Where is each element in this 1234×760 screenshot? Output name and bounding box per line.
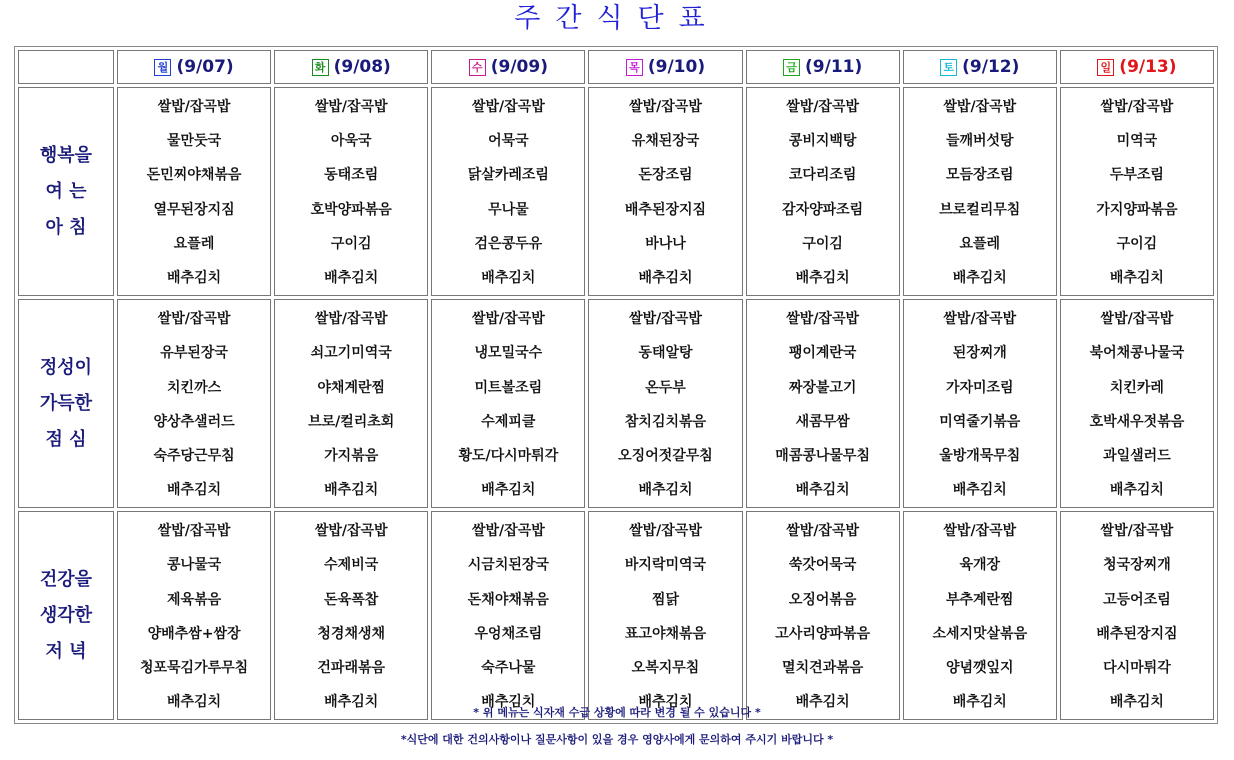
breakfast-row (18, 87, 1214, 296)
dish-item: 아욱국 (330, 133, 372, 150)
dish-item: 새콤무쌈 (795, 413, 850, 430)
corner-cell (18, 50, 114, 84)
meal-label-line: 여 는 (45, 180, 87, 202)
dish-item: 두부조림 (1109, 167, 1164, 184)
dish-item: 청포묵김가루무침 (139, 660, 249, 676)
dish-item: 쌀밥/잡곡밥 (629, 99, 702, 115)
day-header (746, 50, 900, 84)
dish-item: 배추김치 (481, 694, 536, 711)
dish-item: 들깨버섯탕 (945, 133, 1014, 150)
dish-item: 호박새우젓볶음 (1089, 413, 1185, 430)
dish-item: 배추김치 (324, 269, 379, 286)
dinner-menu-cell (903, 511, 1057, 720)
day-header (1060, 50, 1214, 84)
dish-item: 치킨까스 (167, 379, 222, 396)
dish-item: 배추김치 (167, 269, 222, 286)
lunch-menu-cell (1060, 299, 1214, 508)
dish-item: 쌀밥/잡곡밥 (157, 99, 231, 115)
dish-item: 쌀밥/잡곡밥 (943, 99, 1017, 115)
dish-item: 쌀밥/잡곡밥 (786, 311, 859, 328)
dish-item: 코다리조림 (788, 167, 857, 184)
dish-item: 쌀밥/잡곡밥 (1100, 99, 1174, 115)
day-icon: 수 (469, 59, 486, 76)
day-date: (9/12) (962, 57, 1020, 77)
dish-item: 쌀밥/잡곡밥 (1100, 311, 1174, 328)
day-date: (9/10) (647, 57, 706, 77)
dish-item: 쌀밥/잡곡밥 (314, 311, 388, 328)
day-date: (9/09) (490, 57, 548, 77)
dish-item: 돈장조림 (638, 167, 693, 184)
breakfast-menu-cell (588, 87, 742, 296)
meal-label-line: 정성이 (39, 356, 93, 378)
dish-item: 쌀밥/잡곡밥 (786, 99, 859, 115)
dinner-menu-cell (588, 511, 742, 720)
day-date: (9/13) (1119, 57, 1177, 77)
dish-item: 배추김치 (1109, 269, 1164, 286)
dish-item: 쌀밥/잡곡밥 (471, 523, 545, 540)
day-header (274, 50, 428, 84)
dish-item: 배추김치 (167, 482, 222, 499)
dish-item: 숙주나물 (481, 660, 536, 676)
dish-item: 배추김치 (324, 482, 379, 499)
dish-item: 쌀밥/잡곡밥 (314, 523, 388, 540)
dish-item: 쌀밥/잡곡밥 (629, 523, 702, 540)
dish-item: 야채계란찜 (317, 379, 386, 396)
breakfast-label (18, 87, 114, 296)
dish-item: 유채된장국 (631, 133, 700, 150)
dish-item: 치킨카레 (1109, 379, 1164, 396)
lunch-menu-cell (746, 299, 900, 508)
day-icon: 월 (154, 59, 171, 76)
dish-item: 무나물 (488, 201, 529, 218)
dish-item: 배추김치 (952, 694, 1007, 711)
dish-item: 바지락미역국 (624, 557, 707, 574)
dish-item: 양상추샐러드 (153, 413, 235, 430)
dish-item: 수제피클 (481, 413, 536, 430)
dish-item: 구이김 (1116, 235, 1158, 252)
dish-item: 냉모밀국수 (474, 345, 543, 362)
dish-item: 닭살카레조림 (467, 167, 549, 184)
dish-item: 미역줄기볶음 (939, 413, 1021, 430)
dinner-menu-cell (274, 511, 428, 720)
dish-item: 배추김치 (638, 482, 693, 499)
meal-label-line: 건강을 (39, 568, 93, 590)
breakfast-menu-cell (1060, 87, 1214, 296)
day-header (431, 50, 585, 84)
meal-label-line: 생각한 (39, 604, 93, 626)
weekly-menu-table (14, 46, 1218, 724)
dish-item: 동태알탕 (638, 345, 693, 362)
meal-label-line: 저 녁 (45, 640, 87, 662)
breakfast-menu-cell (746, 87, 900, 296)
lunch-row (18, 299, 1214, 508)
dish-item: 브로/컬리초회 (308, 413, 395, 430)
lunch-menu-cell (117, 299, 271, 508)
dish-item: 북어채콩나물국 (1089, 345, 1185, 362)
dish-item: 제육볶음 (167, 591, 222, 608)
dish-item: 검은콩두유 (474, 235, 543, 252)
day-header (588, 50, 742, 84)
dish-item: 바나나 (645, 235, 686, 252)
dish-item: 매콤콩나물무침 (775, 447, 870, 464)
meal-label-line: 점 심 (45, 428, 87, 450)
dish-item: 양배추쌈+쌈장 (147, 625, 241, 642)
dish-item: 배추김치 (795, 269, 850, 286)
lunch-menu-cell (431, 299, 585, 508)
dish-item: 배추김치 (1109, 694, 1164, 711)
dish-item: 배추김치 (795, 694, 850, 711)
dish-item: 쌀밥/잡곡밥 (471, 99, 545, 115)
dish-item: 돈채야채볶음 (467, 591, 549, 608)
dish-item: 우엉채조림 (474, 625, 543, 642)
dinner-menu-cell (746, 511, 900, 720)
dish-item: 고사리양파볶음 (775, 625, 870, 642)
dish-item: 팽이계란국 (788, 345, 857, 362)
dish-item: 참치김치볶음 (624, 413, 707, 430)
dish-item: 어묵국 (488, 133, 529, 150)
dish-item: 배추김치 (167, 694, 222, 711)
lunch-menu-cell (903, 299, 1057, 508)
dinner-label (18, 511, 114, 720)
dish-item: 물만둣국 (167, 133, 222, 150)
dish-item: 쌀밥/잡곡밥 (157, 311, 231, 328)
day-header-row (18, 50, 1214, 84)
dish-item: 울방개묵무침 (939, 447, 1021, 464)
dish-item: 배추김치 (952, 482, 1007, 499)
menu-change-notice: * 위 메뉴는 식자재 수급 상황에 따라 변경 될 수 있습니다 * (473, 706, 761, 719)
breakfast-menu-cell (903, 87, 1057, 296)
dish-item: 부추계란찜 (945, 591, 1014, 608)
dish-item: 고등어조림 (1103, 591, 1171, 608)
dish-item: 요플레 (959, 235, 1001, 252)
dish-item: 청국장찌개 (1103, 557, 1171, 574)
dish-item: 배추김치 (324, 694, 379, 711)
dish-item: 브로컬리무침 (939, 201, 1021, 218)
dish-item: 감자양파조림 (782, 201, 864, 218)
dish-item: 오징어볶음 (788, 591, 857, 608)
dish-item: 열무된장지짐 (153, 201, 235, 218)
dish-item: 가지볶음 (324, 447, 379, 464)
meal-label-line: 아 침 (45, 216, 87, 238)
dish-item: 배추김치 (1109, 482, 1164, 499)
day-header (903, 50, 1057, 84)
dish-item: 오징어젓갈무침 (618, 447, 713, 464)
breakfast-menu-cell (274, 87, 428, 296)
day-date: (9/08) (333, 57, 391, 77)
page-title: 주간식단표 (514, 3, 720, 34)
contact-notice: *식단에 대한 건의사항이나 질문사항이 있을 경우 영양사에게 문의하여 주시기 바랍니다 * (400, 733, 834, 746)
dish-item: 쌀밥/잡곡밥 (314, 99, 388, 115)
dish-item: 된장찌개 (952, 345, 1007, 362)
dish-item: 표고야채볶음 (624, 625, 707, 642)
dish-item: 배추된장지짐 (624, 201, 707, 218)
dish-item: 요플레 (173, 235, 215, 252)
dish-item: 호박양파볶음 (310, 201, 392, 218)
dish-item: 다시마튀각 (1103, 660, 1171, 676)
dinner-menu-cell (431, 511, 585, 720)
dish-item: 미트볼조림 (474, 379, 543, 396)
dish-item: 콩비지백탕 (788, 133, 857, 150)
day-date: (9/11) (805, 57, 863, 77)
dish-item: 온두부 (645, 379, 686, 396)
dish-item: 가자미조림 (945, 379, 1014, 396)
dish-item: 수제비국 (324, 557, 379, 574)
dish-item: 배추김치 (481, 482, 536, 499)
dish-item: 짜장불고기 (788, 379, 857, 396)
meal-label-line: 가득한 (39, 392, 93, 414)
dish-item: 쌀밥/잡곡밥 (943, 523, 1017, 540)
dish-item: 동태조림 (324, 167, 379, 184)
day-icon: 토 (940, 59, 957, 76)
dish-item: 돈육폭찹 (324, 591, 379, 608)
dish-item: 구이김 (330, 235, 372, 252)
dish-item: 쌀밥/잡곡밥 (943, 311, 1017, 328)
dish-item: 시금치된장국 (467, 557, 549, 574)
dinner-menu-cell (117, 511, 271, 720)
dish-item: 과일샐러드 (1103, 447, 1171, 464)
dish-item: 청경채생채 (317, 625, 386, 642)
dish-item: 배추김치 (638, 269, 693, 286)
day-date: (9/07) (176, 57, 234, 77)
dish-item: 쌀밥/잡곡밥 (1100, 523, 1174, 540)
dish-item: 육개장 (959, 557, 1001, 574)
dish-item: 건파래볶음 (317, 660, 386, 676)
dish-item: 콩나물국 (167, 557, 222, 574)
dish-item: 배추김치 (952, 269, 1007, 286)
dish-item: 배추김치 (481, 269, 536, 286)
dish-item: 쌀밥/잡곡밥 (786, 523, 859, 540)
lunch-label (18, 299, 114, 508)
dish-item: 쌀밥/잡곡밥 (629, 311, 702, 328)
dish-item: 쇠고기미역국 (310, 345, 392, 362)
dish-item: 숙주당근무침 (153, 447, 235, 464)
dinner-menu-cell (1060, 511, 1214, 720)
dish-item: 쑥갓어묵국 (788, 557, 857, 574)
dish-item: 배추김치 (795, 482, 850, 499)
dish-item: 소세지맛살볶음 (932, 625, 1028, 642)
dish-item: 미역국 (1116, 133, 1158, 150)
dish-item: 양념깻잎지 (945, 660, 1014, 676)
day-icon: 목 (626, 59, 643, 76)
dish-item: 돈민찌야채볶음 (146, 167, 242, 184)
dish-item: 오복지무침 (631, 660, 700, 676)
dinner-row (18, 511, 1214, 720)
day-icon: 금 (783, 59, 800, 76)
dish-item: 쌀밥/잡곡밥 (471, 311, 545, 328)
dish-item: 가지양파볶음 (1096, 201, 1178, 218)
breakfast-menu-cell (431, 87, 585, 296)
dish-item: 배추된장지짐 (1096, 625, 1178, 642)
lunch-menu-cell (588, 299, 742, 508)
dish-item: 쌀밥/잡곡밥 (157, 523, 231, 540)
day-icon: 일 (1097, 59, 1114, 76)
meal-label-line: 행복을 (39, 144, 93, 166)
day-icon: 화 (312, 59, 329, 76)
dish-item: 황도/다시마튀각 (458, 447, 559, 464)
lunch-menu-cell (274, 299, 428, 508)
day-header (117, 50, 271, 84)
dish-item: 유부된장국 (160, 345, 228, 362)
dish-item: 구이김 (802, 235, 843, 252)
dish-item: 찜닭 (651, 591, 680, 608)
dish-item: 배추김치 (638, 694, 693, 711)
breakfast-menu-cell (117, 87, 271, 296)
dish-item: 모듬장조림 (945, 167, 1014, 184)
dish-item: 멸치견과볶음 (782, 660, 864, 676)
